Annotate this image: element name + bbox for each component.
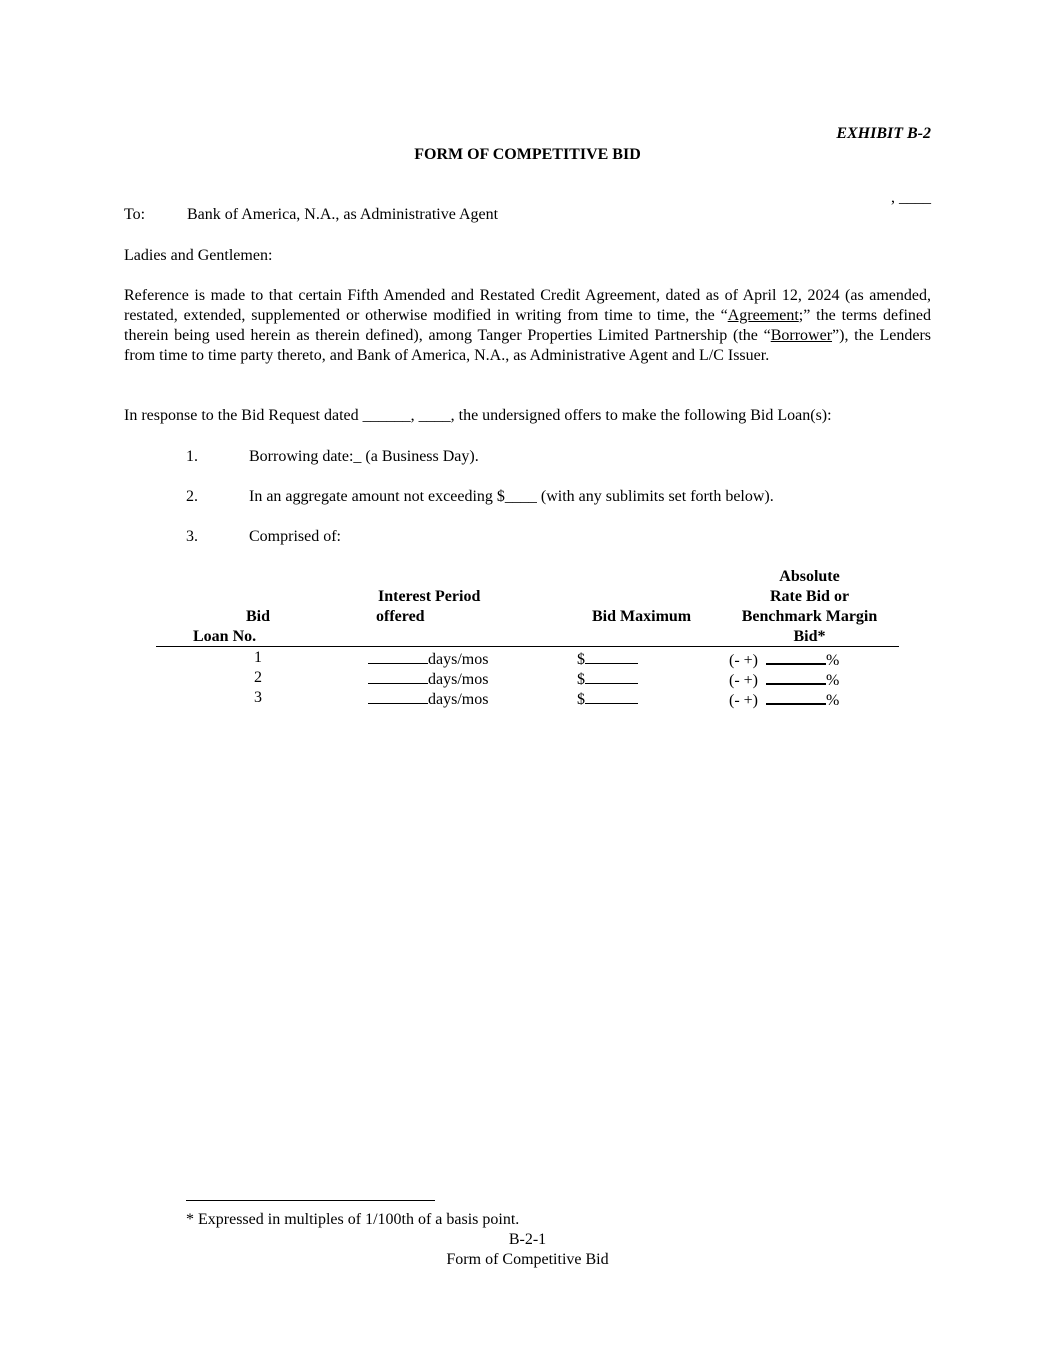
item-text: In an aggregate amount not exceeding $____ (with any sublimits set forth below). xyxy=(249,488,774,505)
sign-indicator: (- +) xyxy=(729,652,763,669)
header-rate-line1: Absolute xyxy=(779,568,840,585)
interest-period-blank[interactable] xyxy=(368,688,428,704)
item-number: 1. xyxy=(186,448,198,465)
addressee-value: Bank of America, N.A., as Administrative Agent xyxy=(187,206,499,223)
loan-number: 3 xyxy=(254,689,262,706)
addressee-label: To: xyxy=(124,206,146,223)
rate-blank[interactable] xyxy=(766,648,826,665)
date-line: , ____ xyxy=(891,189,931,206)
header-bid-loan-line2: Loan No. xyxy=(193,628,257,645)
bid-maximum-cell xyxy=(577,668,638,690)
interest-period-blank[interactable] xyxy=(368,648,428,664)
loan-number: 1 xyxy=(254,649,262,666)
interest-period-blank[interactable] xyxy=(368,668,428,684)
rate-cell xyxy=(729,688,839,711)
header-rate-line3: Benchmark Margin xyxy=(741,608,878,625)
reference-text-part1: Reference is made to that certain Fifth Amended and Restated Credit Agreement, dated as of April 12, 2024 (as amended, restated, extended, supplemented or otherwise modified in writing from time to time, the “ xyxy=(124,287,931,324)
interest-period-cell xyxy=(368,648,488,670)
bid-maximum-blank[interactable] xyxy=(585,648,638,664)
percent-sign: % xyxy=(826,672,840,689)
item-text: Borrowing date:_ (a Business Day). xyxy=(249,448,479,465)
bid-maximum-cell xyxy=(577,688,638,710)
item-text: Comprised of: xyxy=(249,528,341,545)
reference-text-part3: ”), the Lenders from time to time party thereto, and Bank of America, N.A., as Administrative Agent and L/C Issuer. xyxy=(124,327,931,364)
footnote-rule xyxy=(186,1200,435,1201)
percent-sign: % xyxy=(826,692,840,709)
bid-maximum-cell xyxy=(577,648,638,670)
sign-indicator: (- +) xyxy=(729,692,763,709)
exhibit-label: EXHIBIT B-2 xyxy=(836,125,931,142)
defined-term-agreement: Agreement xyxy=(727,307,799,324)
header-rate-line4: Bid* xyxy=(793,628,826,645)
header-interest-period-line1: Interest Period xyxy=(378,588,481,605)
response-line: In response to the Bid Request dated ______, ____, the undersigned offers to make the following Bid Loan(s): xyxy=(124,407,832,424)
item-number: 3. xyxy=(186,528,198,545)
page-title: FORM OF COMPETITIVE BID xyxy=(414,146,641,163)
period-unit: days/mos xyxy=(428,651,489,668)
footer-form-name: Form of Competitive Bid xyxy=(446,1251,609,1268)
period-unit: days/mos xyxy=(428,671,489,688)
header-interest-period-line2: offered xyxy=(376,608,425,625)
page-number: B-2-1 xyxy=(508,1231,547,1248)
table-header-rule xyxy=(156,646,899,647)
bid-maximum-blank[interactable] xyxy=(585,668,638,684)
period-unit: days/mos xyxy=(428,691,489,708)
sign-indicator: (- +) xyxy=(729,672,763,689)
header-rate-line2: Rate Bid or xyxy=(769,588,850,605)
defined-term-borrower: Borrower xyxy=(770,327,833,344)
header-bid-maximum: Bid Maximum xyxy=(592,608,692,625)
interest-period-cell xyxy=(368,688,488,710)
reference-text-part2: ;” the terms defined therein being used herein as therein defined), among Tanger Properties Limited Partnership (the “ xyxy=(124,307,931,344)
item-number: 2. xyxy=(186,488,198,505)
loan-number: 2 xyxy=(254,669,262,686)
rate-blank[interactable] xyxy=(766,688,826,705)
footnote: * Expressed in multiples of 1/100th of a basis point. xyxy=(186,1211,520,1228)
interest-period-cell xyxy=(368,668,488,690)
reference-paragraph xyxy=(124,286,931,366)
header-bid-loan-line1: Bid xyxy=(245,608,270,625)
currency-symbol: $ xyxy=(577,691,585,708)
percent-sign: % xyxy=(826,652,840,669)
rate-blank[interactable] xyxy=(766,668,826,685)
currency-symbol: $ xyxy=(577,671,585,688)
bid-maximum-blank[interactable] xyxy=(585,688,638,704)
currency-symbol: $ xyxy=(577,651,585,668)
salutation: Ladies and Gentlemen: xyxy=(124,247,273,264)
